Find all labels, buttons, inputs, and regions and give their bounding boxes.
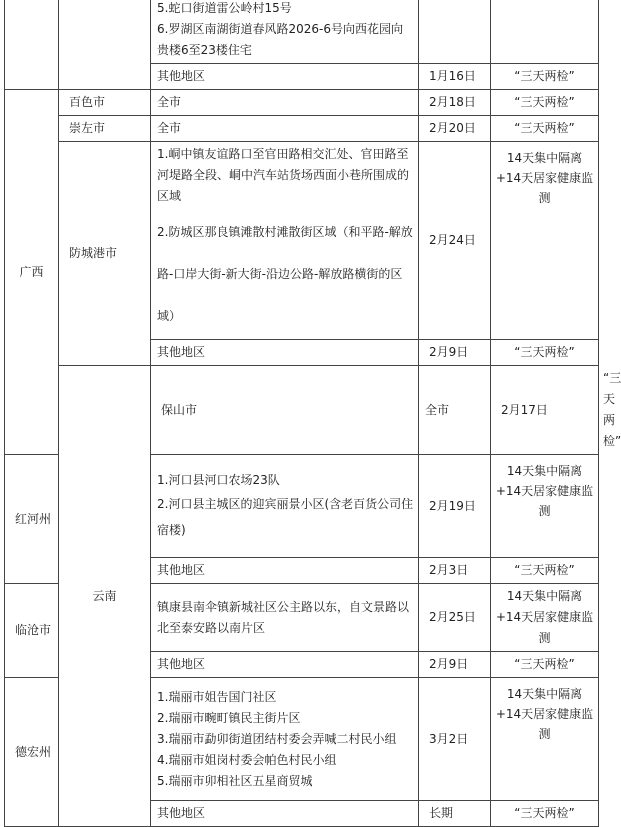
area-item: 1.瑞丽市姐告国门社区 [157, 689, 277, 704]
area-item: 6.罗湖区南湖街道春风路2026-6号向西花园向贵楼6至23楼住宅 [157, 21, 403, 57]
table-row [5, 0, 599, 64]
risk-area-table [4, 0, 621, 827]
area-item: 2.瑞丽市畹町镇民主街片区 [157, 710, 301, 725]
area-item: 1.峒中镇友谊路口至官田路相交汇处、官田路至河堤路全段、峒中汽车站货场西面小巷所围成的区域 [157, 147, 410, 203]
measure-cell [491, 0, 599, 64]
city-cell: 保山市 [151, 366, 419, 455]
date-cell: 长期 [419, 801, 491, 827]
table-row [5, 142, 599, 340]
measure-cell: “三天两检” [491, 340, 599, 366]
city-cell: 红河州 [5, 455, 59, 584]
measure-cell: 14天集中隔离+14天居家健康监测 [491, 584, 599, 652]
area-cell: 全市 [151, 116, 419, 142]
area-cell [151, 142, 419, 340]
area-item: 2.河口县主城区的迎宾丽景小区(含老百货公司住宿楼) [157, 496, 414, 537]
province-cell: 云南 [59, 366, 151, 827]
area-cell: 其他地区 [151, 652, 419, 678]
city-cell: 崇左市 [59, 116, 151, 142]
date-cell: 2月24日 [419, 142, 491, 340]
area-cell: 其他地区 [151, 64, 419, 90]
city-cell [59, 0, 151, 90]
date-cell [419, 0, 491, 64]
province-cell [5, 0, 59, 90]
measure-cell: “三天两检” [491, 652, 599, 678]
area-item: 5.蛇口街道雷公岭村15号 [157, 0, 292, 15]
date-cell: 2月18日 [419, 90, 491, 116]
measure-cell: “三天两检” [491, 558, 599, 584]
date-cell: 1月16日 [419, 64, 491, 90]
area-cell [151, 455, 419, 558]
area-cell: 其他地区 [151, 558, 419, 584]
measure-cell: 14天集中隔离+14天居家健康监测 [491, 142, 599, 340]
measure-cell: “三天两检” [491, 64, 599, 90]
area-cell: 全市 [151, 90, 419, 116]
table-row [5, 116, 599, 142]
date-cell: 2月17日 [491, 366, 599, 455]
measure-cell: 14天集中隔离+14天居家健康监测 [491, 678, 599, 801]
table-row [5, 90, 599, 116]
city-cell: 临沧市 [5, 584, 59, 678]
measure-cell: “三天两检” [491, 90, 599, 116]
city-cell: 防城港市 [59, 142, 151, 366]
area-cell: 其他地区 [151, 801, 419, 827]
date-cell: 2月19日 [419, 455, 491, 558]
area-item: 3.瑞丽市勐卯街道团结村委会弄喊二村民小组 [157, 731, 397, 746]
measure-cell: “三天两检” [491, 801, 599, 827]
area-cell: 全市 [419, 366, 491, 455]
area-item: 1.河口县河口农场23队 [157, 472, 280, 487]
area-cell: 其他地区 [151, 340, 419, 366]
area-item: 4.瑞丽市姐岗村委会帕色村民小组 [157, 752, 337, 767]
table-row: 云南 保山市 全市 2月17日 “三天两检” [5, 366, 599, 455]
area-item: 5.瑞丽市卯相社区五星商贸城 [157, 773, 313, 788]
date-cell: 2月20日 [419, 116, 491, 142]
province-cell: 广西 [5, 90, 59, 455]
date-cell: 2月9日 [419, 652, 491, 678]
date-cell: 2月9日 [419, 340, 491, 366]
city-cell: 德宏州 [5, 678, 59, 827]
area-cell [151, 678, 419, 801]
date-cell: 2月3日 [419, 558, 491, 584]
measure-cell: 14天集中隔离+14天居家健康监测 [491, 455, 599, 558]
area-cell: 镇康县南伞镇新城社区公主路以东，自文景路以北至泰安路以南片区 [151, 584, 419, 652]
measure-cell: “三天两检” [491, 116, 599, 142]
date-cell: 2月25日 [419, 584, 491, 652]
area-cell [151, 0, 419, 64]
area-item: 2.防城区那良镇滩散村滩散街区域（和平路-解放路-口岸大街-新大街-沿边公路-解放路横街的区域） [157, 225, 413, 323]
date-cell: 3月2日 [419, 678, 491, 801]
city-cell: 百色市 [59, 90, 151, 116]
